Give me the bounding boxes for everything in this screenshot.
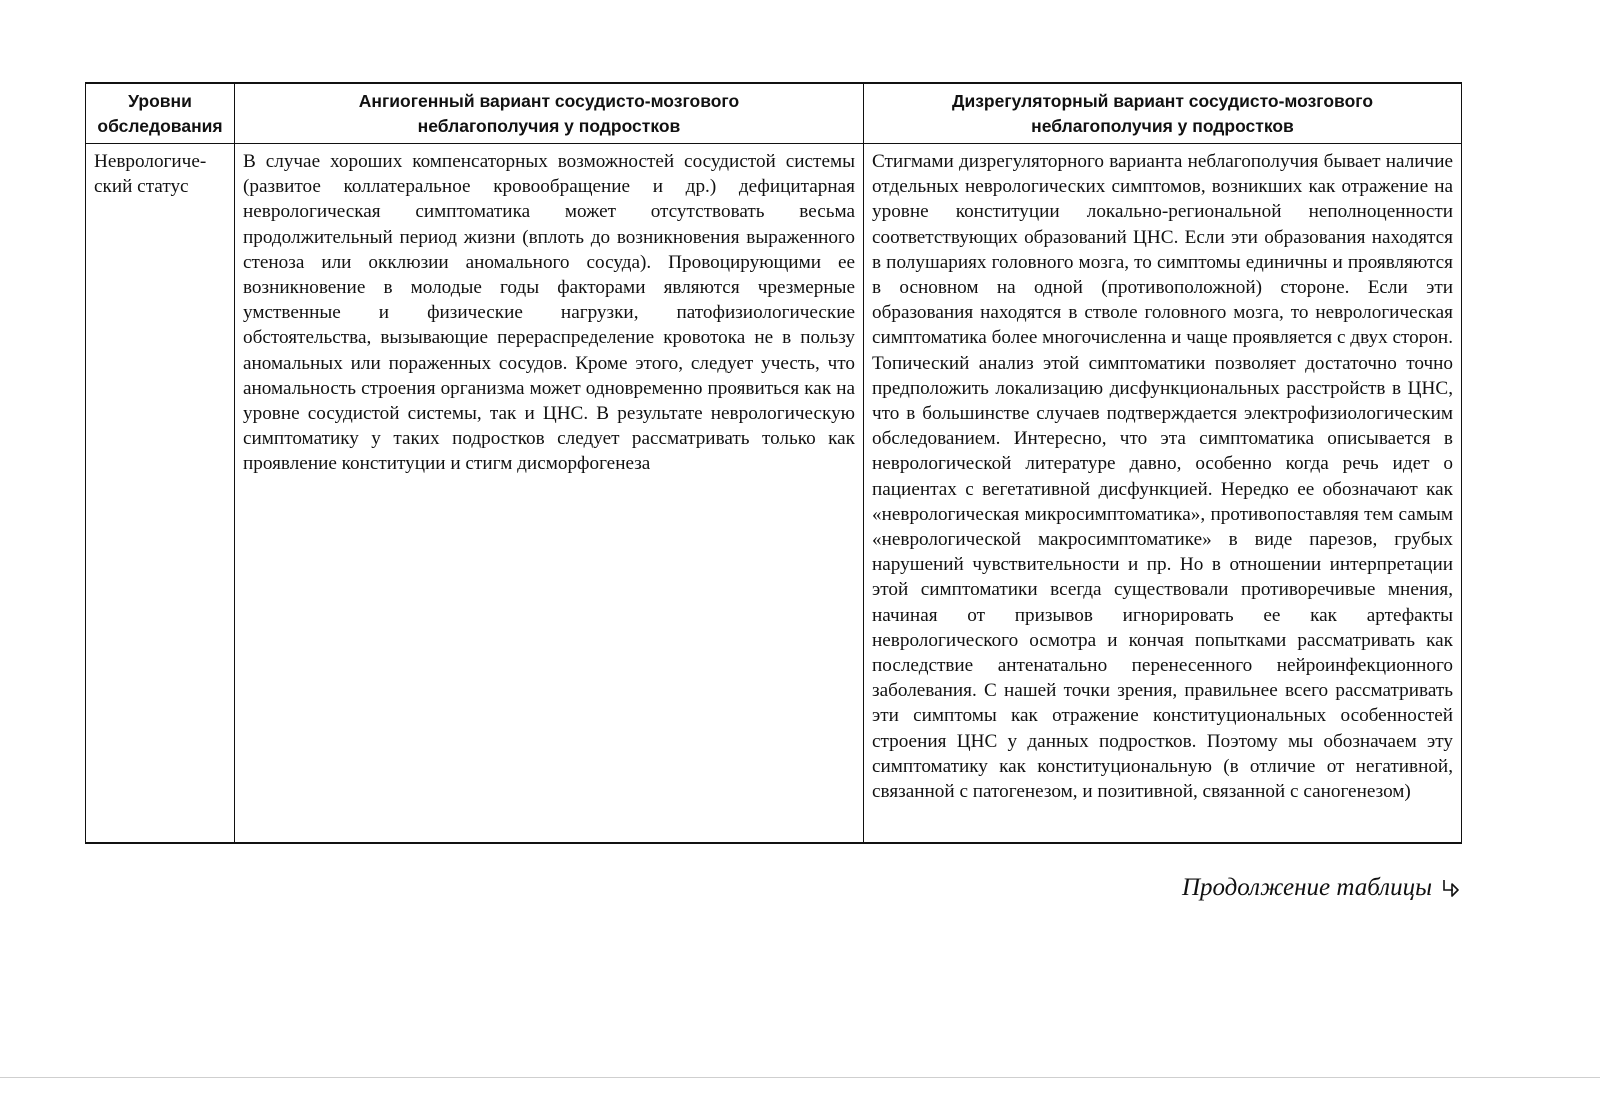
cell-dysregulatory [864,144,1462,843]
level-text: Неврологиче- ский статус [94,151,207,198]
header-dysregulatory: Дизрегуляторный вариант сосудисто-мозгового неблагополучия у подростков [864,83,1462,144]
table-row [86,144,1462,843]
cell-angiogenic [235,144,864,843]
table-continuation-note [1182,874,1462,902]
table-header-row [86,83,1462,144]
neurology-comparison-table [85,82,1462,844]
header-angiogenic: Ангиогенный вариант сосудисто-мозгового неблагополучия у подростков [235,83,864,144]
header-levels: Уровни обследования [86,83,235,144]
angiogenic-text: В случае хороших компенсаторных возможностей сосудистой системы (развитое коллатеральное кровообращение и др.) дефицитарная неврологическая симптоматика может отсутствовать весьма продолжительный период жизни (вплоть до возникновения выраженного стеноза или окклюзии аномального сосуда). Провоцирующими ее возникновение в молодые годы факторами являются чрезмерные умственные и физические нагрузки, патофизиологические обстоятельства, вызывающие перераспределение кровотока не в пользу аномальных или пораженных сосудов. Кроме этого, следует учесть, что аномальность строения организма может одновременно проявиться как на уровне сосудистой системы, так и ЦНС. В результате неврологическую симптоматику у таких подростков следует рассматривать только как проявление конституции и стигм дисморфогенеза [243,151,855,475]
bent-arrow-icon [1440,877,1462,899]
dysregulatory-text: Стигмами дизрегуляторного варианта неблагополучия бывает наличие отдельных неврологических симптомов, возникших как отражение на уровне конституции локально-региональной неполноценности соответствующих образований ЦНС. Если эти образования находятся в полушариях головного мозга, то симптомы единичны и проявляются в основном на одной (противоположной) стороне. Если эти образования находятся в стволе головного мозга, то неврологическая симптоматика более многочисленна и чаще проявляется с двух сторон. Топический анализ этой симптоматики позволяет достаточно точно предположить локализацию дисфункциональных расстройств в ЦНС, что в большинстве случаев подтверждается электрофизиологическим обследованием. Интересно, что эта симптоматика описывается в неврологической литературе давно, особенно когда речь идет о пациентах с вегетативной дисфункцией. Нередко ее обозначают как «неврологическая микросимптоматика», противопоставляя тем самым «неврологической макросимптоматике» в виде парезов, грубых нарушений чувствительности и пр. Но в отношении интерпретации этой симптоматики всегда существовали противоречивые мнения, начиная от призывов игнорировать ее как артефакты неврологического осмотра и кончая попытками рассматривать как последствие антенатально перенесенного нейроинфекционного заболевания. С нашей точки зрения, правильнее всего рассматривать эти симптомы как отражение конституциональных особенностей строения ЦНС у данных подростков. Поэтому мы обозначаем эту симптоматику как конституциональную (в отличие от негативной, связанной с патогенезом, и позитивной, связанной с саногенезом) [872,151,1453,803]
continuation-label: Продолжение таблицы [1181,874,1432,901]
page-bottom-rule [0,1077,1600,1078]
cell-level [86,144,235,843]
